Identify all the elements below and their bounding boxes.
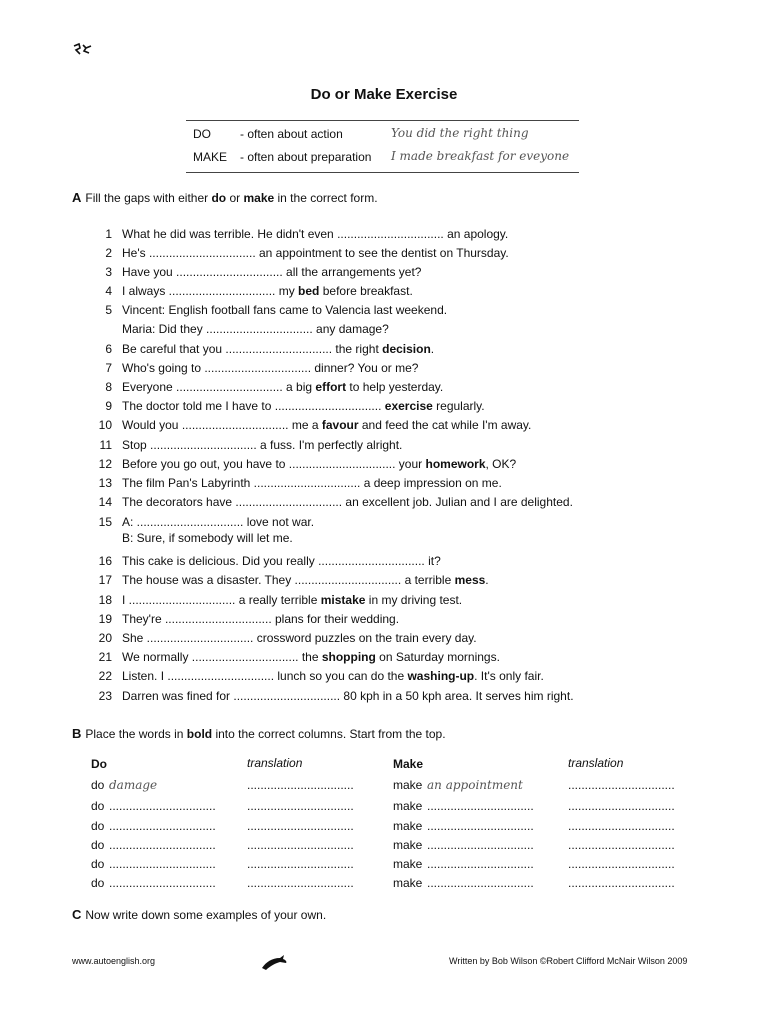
do-fill: ................................ [109, 876, 216, 890]
do-fill: ................................ [109, 857, 216, 871]
column-make-header: Make [393, 757, 424, 771]
item-text: Maria: Did they ................................ any damage? [122, 322, 389, 336]
do-fill: ................................ [109, 838, 216, 852]
item-text: Before you go out, you have to ................................ your homework, OK? [122, 457, 517, 471]
item-number: 21 [98, 650, 112, 664]
make-fill: ................................ [427, 876, 534, 890]
exercise-item [96, 476, 502, 490]
footer-website: www.autoenglish.org [72, 956, 156, 966]
item-number: 23 [98, 689, 112, 703]
make-label: make [393, 778, 423, 792]
column-translation1-header: translation [247, 756, 303, 770]
exercise-item [96, 631, 477, 645]
exercise-item [96, 322, 389, 336]
exercise-item [96, 303, 448, 317]
translation-fill: ................................ [568, 838, 675, 852]
do-label: do [91, 799, 105, 813]
translation-fill: ................................ [568, 799, 675, 813]
exercise-item [96, 689, 574, 703]
item-number: 11 [99, 438, 112, 452]
bold-keyword: washing-up [407, 669, 475, 683]
make-fill: ................................ [427, 819, 534, 833]
exercise-item [96, 612, 400, 626]
item-text: Everyone ................................ a big effort to help yesterday. [122, 380, 444, 394]
bold-keyword: exercise [384, 399, 433, 413]
exercise-item [96, 573, 489, 587]
item-text: We normally ................................ the shopping on Saturday mornings. [122, 650, 500, 664]
item-text: Stop ................................ a fuss. I'm perfectly alright. [122, 438, 403, 452]
item-text: What he did was terrible. He didn't even ................................ an apology. [122, 227, 509, 241]
item-number: 1 [105, 227, 112, 241]
item-number: 6 [105, 342, 112, 356]
logo-icon [72, 42, 94, 58]
exercise-item [96, 438, 403, 452]
translation-fill: ................................ [247, 838, 354, 852]
item-text: Vincent: English football fans came to Valencia last weekend. [122, 303, 448, 317]
item-text: A: ................................ love not war. [122, 515, 315, 529]
make-label: make [393, 857, 423, 871]
item-text: Be careful that you ................................ the right decision. [122, 342, 435, 356]
rule-make-desc: - often about preparation [240, 150, 372, 164]
make-fill: ................................ [427, 799, 534, 813]
item-number: 13 [98, 476, 112, 490]
translation-fill: ................................ [247, 799, 354, 813]
item-text: B: Sure, if somebody will let me. [122, 531, 293, 545]
exercise-item [96, 495, 573, 509]
bold-keyword: shopping [321, 650, 376, 664]
exercise-item [96, 531, 293, 545]
exercise-item [96, 265, 422, 279]
do-label: do [91, 838, 105, 852]
dolphin-icon [260, 950, 288, 972]
translation-fill: ................................ [568, 876, 675, 890]
item-text: He's ................................ an appointment to see the dentist on Thursday. [122, 246, 509, 260]
exercise-item [96, 342, 435, 356]
do-label: do [91, 857, 105, 871]
item-number: 7 [105, 361, 112, 375]
rules-bottom-rule [186, 172, 579, 173]
do-fill: ................................ [109, 819, 216, 833]
item-text: This cake is delicious. Did you really ................................ it? [122, 554, 441, 568]
item-text: The house was a disaster. They ................................ a terrible mess. [122, 573, 489, 587]
translation-fill: ................................ [568, 819, 675, 833]
bold-keyword: homework [425, 457, 486, 471]
rule-do-desc: - often about action [240, 127, 343, 141]
item-text: Listen. I ................................ lunch so you can do the washing-up. It's only fair. [122, 669, 544, 683]
bold-keyword: mess [454, 573, 486, 587]
rule-do-example: You did the right thing [391, 126, 529, 140]
rule-make-word: MAKE [193, 150, 228, 164]
section-c-instruction: C Now write down some examples of your own. [72, 907, 327, 922]
item-number: 18 [98, 593, 112, 607]
item-number: 16 [98, 554, 112, 568]
make-fill: ................................ [427, 857, 534, 871]
do-fill: damage [109, 778, 158, 792]
translation-fill: ................................ [247, 876, 354, 890]
make-label: make [393, 819, 423, 833]
bold-keyword: decision [382, 342, 431, 356]
rule-make-example: I made breakfast for eveyone [391, 149, 570, 163]
item-text: I ................................ a really terrible mistake in my driving test. [122, 593, 463, 607]
do-fill: ................................ [109, 799, 216, 813]
item-text: The decorators have ................................ an excellent job. Julian and I are delighted. [122, 495, 573, 509]
item-number: 12 [98, 457, 112, 471]
make-label: make [393, 799, 423, 813]
item-number: 4 [105, 284, 112, 298]
item-text: They're ................................ plans for their wedding. [122, 612, 400, 626]
section-b-instruction: B Place the words in bold into the correct columns. Start from the top. [72, 726, 446, 741]
item-text: Have you ................................ all the arrangements yet? [122, 265, 422, 279]
item-text: The doctor told me I have to ................................ exercise regularly. [122, 399, 485, 413]
bold-keyword: bed [298, 284, 320, 298]
make-label: make [393, 876, 423, 890]
exercise-item [96, 457, 517, 471]
exercise-item [96, 227, 509, 241]
item-number: 17 [98, 573, 112, 587]
item-number: 15 [98, 515, 112, 529]
translation-fill: ................................ [568, 857, 675, 871]
item-number: 9 [105, 399, 112, 413]
item-text: The film Pan's Labyrinth ................................ a deep impression on me. [122, 476, 502, 490]
item-number: 3 [105, 265, 112, 279]
item-number: 8 [105, 380, 112, 394]
exercise-item [96, 515, 315, 529]
item-number: 2 [105, 246, 112, 260]
section-c-letter: C [72, 907, 82, 922]
item-number: 20 [98, 631, 112, 645]
item-number: 5 [105, 303, 112, 317]
exercise-item [96, 399, 485, 413]
translation-fill: ................................ [247, 778, 354, 792]
bold-keyword: effort [315, 380, 347, 394]
item-text: Darren was fined for ................................ 80 kph in a 50 kph area. It serves him right. [122, 689, 574, 703]
exercise-item [96, 650, 500, 664]
exercise-item [96, 554, 441, 568]
item-text: I always ................................ my bed before breakfast. [122, 284, 413, 298]
translation-fill: ................................ [247, 857, 354, 871]
item-number: 10 [98, 418, 112, 432]
translation-fill: ................................ [247, 819, 354, 833]
translation-fill: ................................ [568, 778, 675, 792]
exercise-item [96, 284, 413, 298]
section-a-letter: A [72, 190, 82, 205]
item-number: 14 [98, 495, 112, 509]
item-text: Would you ................................ me a favour and feed the cat while I'm away. [122, 418, 532, 432]
exercise-item [96, 246, 509, 260]
exercise-item [96, 361, 419, 375]
bold-keyword: mistake [320, 593, 366, 607]
item-number: 19 [98, 612, 112, 626]
item-number: 22 [98, 669, 112, 683]
page-title: Do or Make Exercise [310, 86, 458, 103]
rule-do-word: DO [193, 127, 211, 141]
make-fill: ................................ [427, 838, 534, 852]
exercise-item [96, 418, 532, 432]
exercise-item [96, 593, 463, 607]
section-a-instruction: A Fill the gaps with either do or make in the correct form. [72, 190, 378, 205]
column-translation2-header: translation [568, 756, 624, 770]
footer-credit: Written by Bob Wilson ©Robert Clifford McNair Wilson 2009 [449, 956, 688, 966]
section-b-letter: B [72, 726, 82, 741]
make-fill: an appointment [427, 778, 523, 792]
do-label: do [91, 778, 105, 792]
do-label: do [91, 819, 105, 833]
column-do-header: Do [91, 757, 107, 771]
item-text: She ................................ crossword puzzles on the train every day. [122, 631, 477, 645]
exercise-item [96, 669, 544, 683]
bold-keyword: favour [321, 418, 359, 432]
exercise-item [96, 380, 444, 394]
do-label: do [91, 876, 105, 890]
rules-top-rule [186, 120, 579, 121]
item-text: Who's going to ................................ dinner? You or me? [122, 361, 419, 375]
make-label: make [393, 838, 423, 852]
